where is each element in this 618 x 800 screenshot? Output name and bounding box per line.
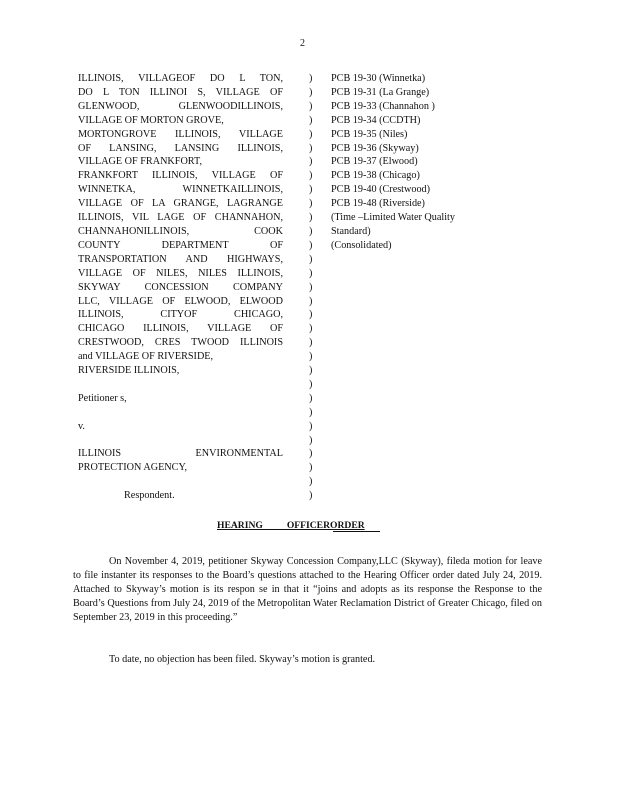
caption-paren: ) [309, 198, 313, 210]
caption-paren: ) [309, 86, 313, 98]
caption-paren: ) [309, 170, 313, 182]
caption-paren: ) [309, 239, 313, 251]
caption-paren: ) [309, 462, 313, 474]
caption-paren: ) [309, 100, 313, 112]
caption-paren: ) [309, 365, 313, 377]
caption-paren: ) [309, 212, 313, 224]
party-line: ILLINOIS, CITYOF CHICAGO, [78, 309, 283, 321]
case-number-line: PCB 19-48 (Riverside) [331, 198, 425, 210]
case-number-line: PCB 19-34 (CCDTH) [331, 114, 421, 126]
case-number-line: PCB 19-33 (Channahon ) [331, 100, 435, 112]
party-line: DO L TON ILLINOI S, VILLAGE OF [78, 86, 283, 98]
respondent-line: PROTECTION AGENCY, [78, 462, 188, 474]
caption-paren: ) [309, 295, 313, 307]
party-line: VILLAGE OF FRANKFORT, [78, 156, 202, 168]
caption-paren: ) [309, 142, 313, 154]
caption-paren: ) [309, 448, 313, 460]
versus-label: v. [78, 420, 85, 432]
caption-case-numbers [331, 72, 455, 253]
party-line: SKYWAY CONCESSION COMPANY [78, 281, 283, 293]
caption-paren: ) [309, 156, 313, 168]
case-number-line: (Time –Limited Water Quality [331, 212, 455, 224]
party-line: ILLINOIS, VIL LAGE OF CHANNAHON, [78, 212, 283, 224]
caption-paren: ) [309, 184, 313, 196]
party-line: VILLAGE OF LA GRANGE, LAGRANGE [78, 198, 283, 210]
caption-paren: ) [309, 434, 313, 446]
caption-parentheses [309, 72, 312, 503]
caption-parties [78, 72, 283, 503]
party-line: CHANNAHONILLINOIS, COOK [78, 225, 283, 237]
party-line: VILLAGE OF MORTON GROVE, [78, 114, 224, 126]
party-line: FRANKFORT ILLINOIS, VILLAGE OF [78, 170, 283, 182]
party-line: MORTONGROVE ILLINOIS, VILLAGE [78, 128, 283, 140]
party-line: and VILLAGE OF RIVERSIDE, [78, 351, 214, 363]
party-line: OF LANSING, LANSING ILLINOIS, [78, 142, 283, 154]
party-line: GLENWOOD, GLENWOODILLINOIS, [78, 100, 283, 112]
caption-paren: ) [309, 323, 313, 335]
party-line: TRANSPORTATION AND HIGHWAYS, [78, 253, 283, 265]
caption-paren: ) [309, 392, 313, 404]
caption-paren: ) [309, 309, 313, 321]
caption-paren: ) [309, 420, 313, 432]
order-paragraph-1: On November 4, 2019, petitioner Skyway Concession Company,LLC (Skyway), fileda motion for leave to file instanter its responses to the Board’s questions attached to the Hearing Officer order dated July 24, 2019. Attached to Skyway’s motion is its respon se in that it “joins and adopts as its response the Response to the Board’s Questions from July 24, 2019 of the Metropolitan Water Reclamation District of Greater Chicago, filed on September 23, 2019 in this proceeding.” [73, 556, 542, 624]
caption-paren: ) [309, 337, 313, 349]
case-number-line: PCB 19-30 (Winnetka) [331, 73, 426, 84]
case-number-line: PCB 19-37 (Elwood) [331, 156, 418, 168]
case-number-line: PCB 19-35 (Niles) [331, 128, 408, 140]
caption-paren: ) [309, 490, 313, 502]
caption-paren: ) [309, 476, 313, 488]
caption-paren: ) [309, 351, 313, 363]
caption-paren: ) [309, 253, 313, 265]
party-line: ILLINOIS, VILLAGEOF DO L TON, [78, 73, 283, 84]
caption-paren: ) [309, 406, 313, 418]
case-number-line: PCB 19-36 (Skyway) [331, 142, 419, 154]
party-line: CHICAGO ILLINOIS, VILLAGE OF [78, 323, 283, 335]
respondent-label: Respondent. [124, 490, 175, 502]
caption-paren: ) [309, 281, 313, 293]
caption-paren: ) [309, 378, 313, 390]
caption-paren: ) [309, 225, 313, 237]
order-paragraph-2: To date, no objection has been filed. Skyway’s motion is granted. [109, 654, 376, 666]
page-number: 2 [300, 38, 305, 49]
case-number-line: PCB 19-38 (Chicago) [331, 170, 420, 182]
party-line: VILLAGE OF NILES, NILES ILLINOIS, [78, 267, 283, 279]
party-line: CRESTWOOD, CRES TWOOD ILLINOIS [78, 337, 283, 349]
party-line: LLC, VILLAGE OF ELWOOD, ELWOOD [78, 295, 283, 307]
respondent-line: ILLINOIS ENVIRONMENTAL [78, 448, 283, 460]
caption-paren: ) [309, 114, 313, 126]
caption-paren: ) [309, 128, 313, 140]
petitioner-label: Petitioner s, [78, 392, 127, 404]
caption-paren: ) [309, 267, 313, 279]
title-underline [333, 531, 380, 532]
order-title: HEARING OFFICERORDER [217, 520, 365, 531]
case-number-line: PCB 19-31 (La Grange) [331, 86, 430, 98]
party-line: COUNTY DEPARTMENT OF [78, 239, 283, 251]
case-number-line: (Consolidated) [331, 239, 392, 251]
case-number-line: PCB 19-40 (Crestwood) [331, 184, 431, 196]
party-line: RIVERSIDE ILLINOIS, [78, 365, 180, 377]
caption-paren: ) [309, 73, 313, 84]
party-line: WINNETKA, WINNETKAILLINOIS, [78, 184, 283, 196]
case-number-line: Standard) [331, 225, 371, 237]
